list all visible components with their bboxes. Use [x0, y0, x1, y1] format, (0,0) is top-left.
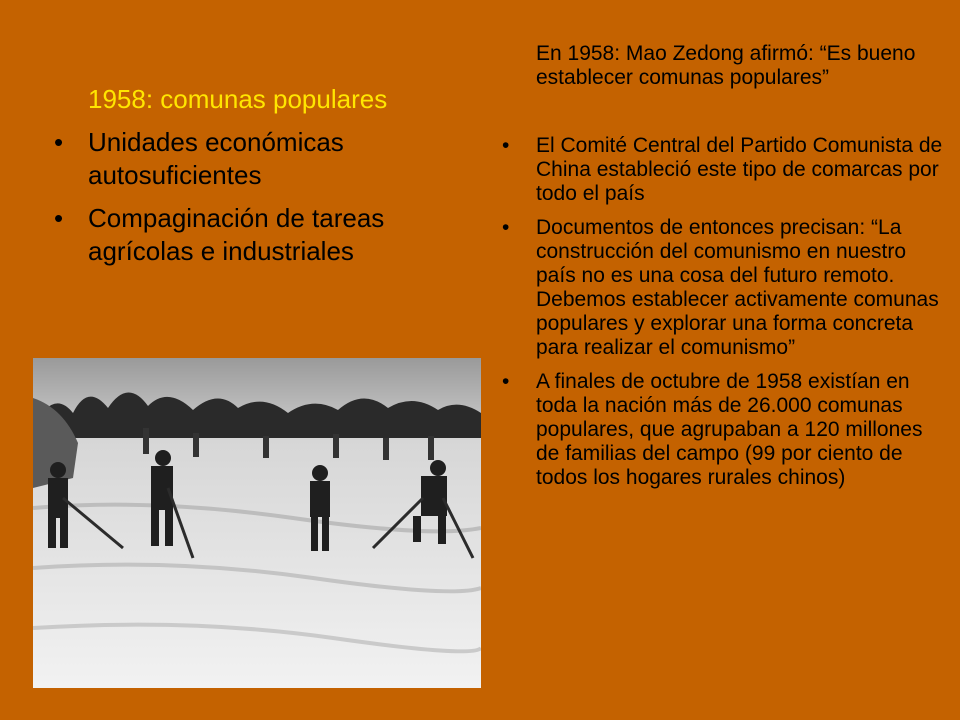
- left-bullet-text: Unidades económicas autosuficientes: [88, 127, 344, 190]
- right-bullet-item: [500, 370, 950, 490]
- right-bullet-item: [500, 134, 950, 206]
- bullet-dot: •: [502, 216, 510, 239]
- bullet-dot: •: [502, 370, 510, 393]
- left-bullet-list: [54, 126, 464, 278]
- right-bullet-item: [500, 216, 950, 360]
- left-bullet-item: [54, 126, 464, 192]
- left-title: 1958: comunas populares: [88, 84, 388, 114]
- right-bullet-text: Documentos de entonces precisan: “La construcción del comunismo en nuestro país no es una cosa del futuro remoto. Debemos establecer activamente comunas populares y explorar una forma concreta para realizar el comunismo”: [536, 216, 939, 359]
- right-intro-text: En 1958: Mao Zedong afirmó: “Es bueno establecer comunas populares”: [536, 42, 916, 89]
- bullet-dot: •: [502, 134, 510, 157]
- right-bullet-list: [500, 134, 950, 500]
- left-bullet-text: Compaginación de tareas agrícolas e industriales: [88, 203, 385, 266]
- left-bullet-item: [54, 202, 464, 268]
- photo-illustration: [33, 358, 481, 688]
- right-bullet-text: A finales de octubre de 1958 existían en toda la nación más de 26.000 comunas populares, que agrupaban a 120 millones de familias del campo (99 por ciento de todos los hogares rurales chinos): [536, 370, 923, 489]
- right-bullet-text: El Comité Central del Partido Comunista de China estableció este tipo de comarcas por todo el país: [536, 134, 943, 205]
- bullet-dot: •: [54, 203, 64, 233]
- bullet-dot: •: [54, 127, 64, 157]
- historical-photo: [33, 358, 481, 688]
